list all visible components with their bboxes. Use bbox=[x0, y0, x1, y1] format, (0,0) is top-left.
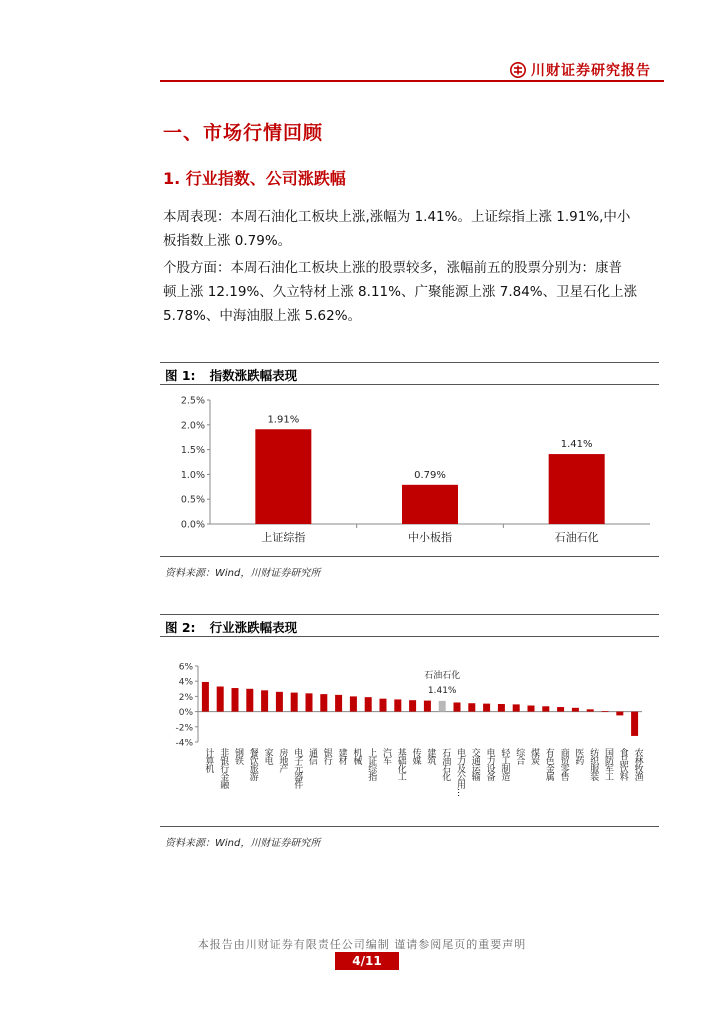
figure2-chart bbox=[160, 652, 659, 822]
x-tick-label: 家电 bbox=[262, 748, 273, 764]
y-tick-label: 6% bbox=[178, 662, 193, 673]
x-tick-label: 综合 bbox=[514, 748, 525, 764]
figure1-label: 图 1: bbox=[165, 368, 196, 383]
bar bbox=[542, 706, 549, 711]
bar bbox=[261, 690, 268, 711]
header-brand: 川财证券研究报告 bbox=[531, 63, 651, 79]
x-tick-label: 国防军工 bbox=[603, 748, 613, 780]
x-tick-label: 轻工制造 bbox=[499, 748, 510, 780]
x-tick-label: 农林牧渔 bbox=[632, 748, 643, 780]
data-label: 0.79% bbox=[414, 469, 446, 481]
x-tick-label: 传媒 bbox=[410, 748, 421, 764]
figure1-title-text: 指数涨跌幅表现 bbox=[209, 368, 298, 383]
x-tick-label: 石油石化 bbox=[554, 531, 599, 544]
x-tick-label: 电力设备 bbox=[484, 748, 495, 780]
x-tick-label: 建材 bbox=[336, 748, 347, 764]
highlight-value-label: 1.41% bbox=[427, 686, 457, 696]
y-tick-label: 2.5% bbox=[180, 395, 205, 407]
figure2-source: 资料来源：Wind，川财证券研究所 bbox=[165, 838, 321, 849]
bar bbox=[232, 688, 239, 712]
x-tick-label: 通信 bbox=[307, 748, 317, 764]
y-tick-label: 0.0% bbox=[180, 519, 205, 531]
figure2-title-text: 行业涨跌幅表现 bbox=[209, 620, 298, 635]
figure1-title-rule bbox=[160, 384, 659, 385]
x-tick-label: 商贸零售 bbox=[558, 748, 569, 780]
x-tick-label: 石油石化 bbox=[440, 748, 451, 780]
x-tick-label: 餐饮旅游 bbox=[247, 748, 258, 780]
figure2-label: 图 2: bbox=[165, 620, 196, 635]
y-tick-label: 0% bbox=[178, 708, 193, 719]
x-tick-label: 医药 bbox=[573, 748, 584, 764]
page-number-badge: 4/11 bbox=[335, 952, 399, 970]
footer-disclaimer: 本报告由川财证券有限责任公司编制 谨请参阅尾页的重要声明 bbox=[197, 938, 527, 951]
paragraph-stock-performance bbox=[163, 256, 659, 328]
x-tick-label: 食品饮料 bbox=[617, 748, 628, 780]
bar bbox=[246, 689, 253, 712]
sub-title: 1. 行业指数、公司涨跌幅 bbox=[163, 169, 346, 188]
highlight-callout: 石油石化 bbox=[424, 671, 461, 681]
x-tick-label: 房地产 bbox=[277, 748, 288, 772]
x-tick-label: 基础化工 bbox=[395, 748, 406, 780]
y-tick-label: 4% bbox=[178, 677, 193, 688]
y-tick-label: -4% bbox=[175, 738, 193, 749]
x-tick-label: 计算机 bbox=[203, 748, 214, 772]
bar bbox=[513, 704, 520, 711]
bar bbox=[557, 707, 564, 712]
x-tick-label: 交通运输 bbox=[469, 748, 480, 780]
bar bbox=[402, 485, 458, 524]
bar bbox=[631, 712, 638, 736]
bar bbox=[454, 702, 461, 711]
bar bbox=[380, 699, 387, 712]
x-tick-label: 纺织服装 bbox=[588, 748, 599, 780]
y-tick-label: 2.0% bbox=[180, 420, 205, 432]
bar bbox=[602, 711, 609, 712]
bar bbox=[306, 693, 313, 711]
y-tick-label: 1.0% bbox=[180, 469, 205, 481]
figure2-bottom-rule bbox=[160, 826, 659, 827]
bar bbox=[616, 712, 623, 716]
bar bbox=[320, 694, 327, 711]
bar bbox=[291, 693, 298, 712]
data-label: 1.91% bbox=[267, 414, 300, 426]
x-tick-label: 非银行金融 bbox=[218, 748, 229, 788]
paragraph-line: 顿上涨 12.19%、久立特材上涨 8.11%、广聚能源上涨 7.84%、卫星石化上涨 bbox=[163, 284, 638, 300]
y-tick-label: 1.5% bbox=[180, 445, 205, 457]
figure1-title bbox=[165, 366, 297, 384]
x-tick-label: 煤炭 bbox=[529, 748, 539, 764]
bar bbox=[394, 699, 401, 711]
paragraph-line: 个股方面：本周石油化工板块上涨的股票较多，涨幅前五的股票分别为：康普 bbox=[163, 260, 622, 276]
bar bbox=[255, 429, 311, 524]
figure1-bottom-rule bbox=[160, 556, 659, 557]
y-tick-label: 2% bbox=[178, 692, 193, 703]
x-tick-label: 电力及公用… bbox=[455, 748, 465, 796]
bar bbox=[468, 703, 475, 711]
section-title: 一、市场行情回顾 bbox=[163, 122, 324, 144]
header-rule bbox=[160, 80, 664, 82]
bar bbox=[439, 701, 446, 712]
bar bbox=[409, 700, 416, 711]
figure1-top-rule bbox=[160, 362, 659, 363]
x-tick-label: 电子元器件 bbox=[292, 748, 303, 788]
x-tick-label: 上证综指 bbox=[261, 531, 306, 544]
x-tick-label: 机械 bbox=[351, 748, 362, 764]
bar bbox=[587, 709, 594, 711]
bar bbox=[365, 697, 372, 711]
x-tick-label: 银行 bbox=[321, 748, 332, 764]
x-tick-label: 有色金属 bbox=[543, 748, 554, 780]
figure2-title-rule bbox=[160, 636, 659, 637]
figure2-top-rule bbox=[160, 614, 659, 615]
paragraph-line: 5.78%、中海油服上涨 5.62%。 bbox=[163, 308, 362, 324]
figure1-source: 资料来源：Wind，川财证券研究所 bbox=[165, 568, 321, 579]
y-tick-label: -2% bbox=[175, 723, 193, 734]
bar bbox=[483, 704, 490, 712]
bar bbox=[335, 695, 342, 712]
x-tick-label: 建筑 bbox=[425, 748, 436, 764]
paragraph-weekly-performance bbox=[163, 205, 659, 253]
figure1-chart bbox=[160, 390, 659, 550]
bar bbox=[572, 708, 579, 712]
bar bbox=[202, 682, 209, 712]
bar bbox=[549, 454, 605, 524]
y-tick-label: 0.5% bbox=[180, 494, 205, 506]
paragraph-line: 板指数上涨 0.79%。 bbox=[163, 233, 292, 249]
paragraph-line: 本周表现：本周石油化工板块上涨,涨幅为 1.41%。上证综指上涨 1.91%,中小 bbox=[163, 209, 631, 225]
x-tick-label: 钢铁 bbox=[233, 748, 243, 764]
x-tick-label: 中小板指 bbox=[408, 531, 452, 544]
bar bbox=[498, 704, 505, 712]
bar bbox=[217, 687, 224, 712]
x-tick-label: 上证综指 bbox=[366, 748, 377, 780]
x-tick-label: 汽车 bbox=[381, 748, 391, 764]
bar bbox=[350, 696, 357, 711]
figure2-title bbox=[165, 618, 297, 636]
chuancai-logo-icon bbox=[510, 62, 526, 78]
bar bbox=[276, 692, 283, 712]
bar bbox=[528, 706, 535, 712]
data-label: 1.41% bbox=[560, 439, 593, 451]
bar bbox=[424, 701, 431, 712]
